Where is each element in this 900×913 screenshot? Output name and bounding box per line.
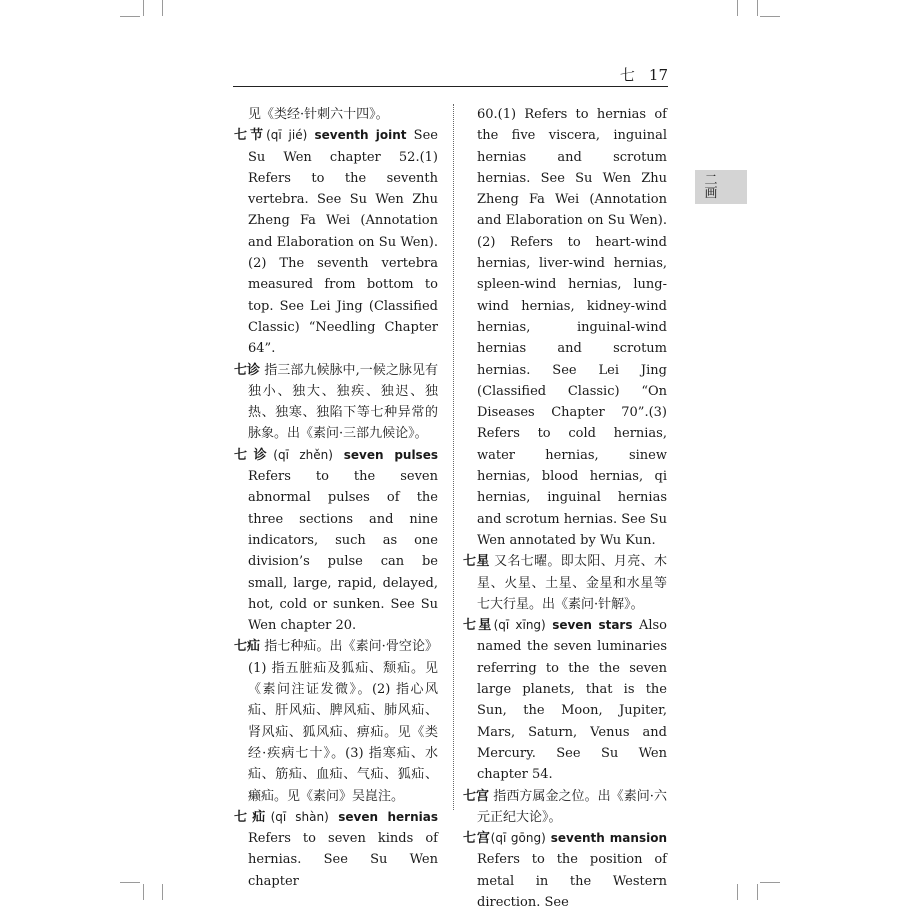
crop-mark (737, 884, 738, 900)
entry-english-term: seven stars (552, 618, 633, 633)
entry-definition: Refers to seven kinds of hernias. See Su Wen chapter (248, 831, 438, 889)
left-column (234, 104, 438, 892)
continuation-text: 60.(1) Refers to hernias of the five viscera, inguinal hernias and scrotum hernias. See Su Wen Zhu Zheng Fa Wei (Annotation and Elaboration on Su Wen).(2) Refers to heart-wind hernias, liver-wind hernias, spleen-wind hernias, lung-wind hernias, kidney-wind hernias, inguinal-wind hernias and scrotum hernias. See Lei Jing (Classified Classic) “On Diseases Chapter 70”.(3) Refers to cold hernias, water hernias, sinew hernias, blood hernias, qi hernias, inguinal hernias and scrotum hernias. See Su Wen annotated by Wu Kun. (477, 107, 667, 548)
crop-mark (737, 0, 738, 16)
entry-definition: See Su Wen chapter 52.(1) Refers to the seventh vertebra. See Su Wen Zhu Zheng Fa Wei (Annotation and Elaboration on Su Wen).(2) The seventh vertebra measured from bottom to top. See Lei Jing (Classified Classic) “Needling Chapter 64”. (248, 128, 438, 357)
entry-pinyin: (qī jié) (266, 128, 308, 143)
running-header (560, 64, 668, 85)
entry-pinyin: (qī xīng) (493, 618, 546, 633)
entry-headword: 七宫 (463, 788, 490, 804)
entry-definition: 指西方属金之位。出《素问·六元正纪大论》。 (477, 788, 667, 825)
entry-headword: 七星 (463, 618, 494, 634)
dictionary-entry (234, 360, 438, 445)
dictionary-entry (463, 786, 667, 829)
column-divider (453, 104, 454, 810)
crop-mark (120, 16, 140, 17)
entry-headword: 七疝 (234, 639, 261, 655)
entry-pinyin: (qī zhěn) (273, 447, 333, 462)
crop-mark (760, 882, 780, 883)
entry-pinyin: (qī gōng) (490, 831, 546, 846)
entry-headword: 七宫 (463, 831, 491, 847)
entry-english-term: seven hernias (338, 809, 438, 824)
dictionary-entry (234, 445, 438, 637)
crop-mark (162, 884, 163, 900)
entry-headword: 七星 (463, 554, 490, 570)
crop-mark (162, 0, 163, 16)
entry-english-term: seventh joint (314, 128, 407, 143)
right-column (463, 104, 667, 913)
entry-pinyin: (qī shàn) (270, 809, 329, 824)
entry-english-term: seventh mansion (550, 831, 667, 846)
entry-headword: 七节 (234, 128, 267, 144)
header-title-char: 七 (619, 66, 635, 84)
entry-definition: 又名七曜。即太阳、月亮、木星、火星、土星、金星和水星等七大行星。出《素问·针解》。 (477, 554, 667, 612)
entry-english-term: seven pulses (343, 447, 438, 462)
entry-definition: Refers to the seven abnormal pulses of the three sections and nine indicators, such as one division’s pulse can be small, large, rapid, delayed, hot, cold or sunken. See Su Wen chapter 20. (248, 469, 438, 634)
dictionary-entry (234, 125, 438, 359)
thumb-tab-label: 二画 (704, 173, 718, 201)
crop-mark (143, 0, 144, 16)
page-number: 17 (648, 66, 668, 84)
dictionary-entry (234, 636, 438, 806)
entry-headword: 七诊 (234, 362, 261, 378)
crop-mark (757, 884, 758, 900)
crop-mark (120, 882, 140, 883)
crop-mark (760, 16, 780, 17)
thumb-index-tab (695, 170, 747, 204)
entry-definition: Refers to the position of metal in the Western direction. See (477, 852, 667, 910)
dictionary-entry (463, 615, 667, 785)
dictionary-entry (234, 807, 438, 892)
header-rule (233, 86, 668, 87)
dictionary-entry (463, 551, 667, 615)
crop-mark (143, 884, 144, 900)
dictionary-entry (463, 828, 667, 913)
crop-mark (757, 0, 758, 16)
entry-definition: 指三部九候脉中,一候之脉见有独小、独大、独疾、独迟、独热、独寒、独陷下等七种异常的脉象。出《素问·三部九候论》。 (248, 362, 438, 442)
entry-definition: Also named the seven luminaries referring to the the seven large planets, that is the Sun, the Moon, Jupiter, Mars, Saturn, Venus and Mercury. See Su Wen chapter 54. (477, 618, 667, 783)
entry-headword: 七疝 (234, 809, 271, 825)
entry-headword: 七诊 (234, 447, 274, 463)
entry-definition: 指七种疝。出《素问·骨空论》(1) 指五脏疝及狐疝、颓疝。见《素问注证发微》。(2) 指心风疝、肝风疝、脾风疝、肺风疝、肾风疝、狐风疝、痹疝。见《类经·疾病七十》。(3) 指寒疝、水疝、筋疝、血疝、气疝、狐疝、癞疝。见《素问》吴崑注。 (248, 639, 438, 804)
continuation-text: 见《类经·针刺六十四》。 (248, 107, 389, 122)
